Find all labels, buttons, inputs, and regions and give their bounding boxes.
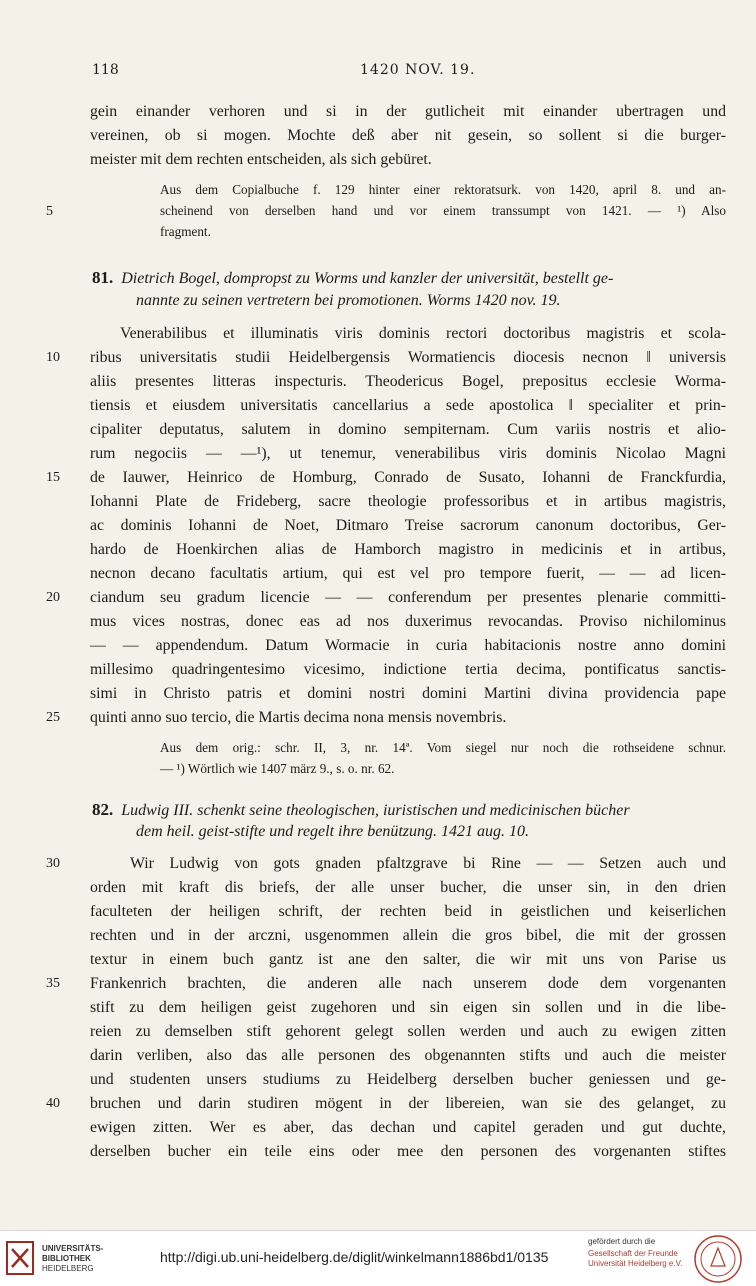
sponsor-credit: gefördert durch die Gesellschaft der Freunde Universität Heidelberg e.V. — [588, 1237, 683, 1268]
line-number: 30 — [46, 856, 60, 871]
permalink-url[interactable]: http://digi.ub.uni-heidelberg.de/diglit/winkelmann1886bd1/0135 — [160, 1249, 549, 1265]
body-line: Wir Ludwig von gots gnaden pfaltzgrave bi Rine — — Setzen auch und — [130, 855, 726, 872]
body-line: hardo de Hoenkirchen alias de Hamborch magistro in medicinis et in artibus, — [90, 541, 726, 558]
line-number: 15 — [46, 470, 60, 485]
body-line: meister mit dem rechten entscheiden, als sich gebüret. — [90, 151, 432, 168]
university-library-logo-icon — [6, 1241, 34, 1275]
body-line: rechten und in der arczni, usgenommen allein die gros bibel, die mit der grossen — [90, 927, 726, 944]
line-number: 5 — [46, 204, 53, 219]
document-heading-81 — [92, 268, 726, 288]
body-line: — — appendendum. Datum Wormacie in curia habitacionis nostre anno domini — [90, 637, 726, 654]
line-number: 10 — [46, 350, 60, 365]
document-title-line2: nannte zu seinen vertretern bei promotionen. Worms 1420 nov. 19. — [136, 292, 561, 309]
body-line: Venerabilibus et illuminatis viris dominis rectori doctoribus magistris et scola- — [120, 325, 726, 342]
body-line: und studenten unsers studiums zu Heidelberg derselben bucher geniessen und ge- — [90, 1071, 726, 1088]
page-number: 118 — [92, 62, 119, 78]
library-name: UNIVERSITÄTS- BIBLIOTHEK HEIDELBERG — [42, 1244, 104, 1273]
line-number: 35 — [46, 976, 60, 991]
digitization-footer — [0, 1230, 756, 1286]
body-line: de Iauwer, Heinrico de Homburg, Conrado de Susato, Iohanni de Franckfurdia, — [90, 469, 726, 486]
body-line: textur in einem buch gantz ist ane den salter, die wir mit uns von Parise us — [90, 951, 726, 968]
line-number: 40 — [46, 1096, 60, 1111]
line-number: 25 — [46, 710, 60, 725]
body-line: reien zu demselben stift gehorent gelegt sollen werden und auch zu ewigen zitten — [90, 1023, 726, 1040]
document-title-line2: dem heil. geist-stifte und regelt ihre benützung. 1421 aug. 10. — [136, 823, 529, 840]
body-line: vereinen, ob si mogen. Mochte deß aber nit gesein, so sollent si die burger- — [90, 127, 726, 144]
body-line: stift zu dem heiligen geist zugehoren und sin eigen sin sollen und in die libe- — [90, 999, 726, 1016]
body-line: derselben bucher ein teile eins oder mee den personen des vorgenanten stiftes — [90, 1143, 726, 1160]
body-line: tiensis et eiusdem universitatis cancellarius a sede apostolica ‖ specialiter et prin- — [90, 397, 726, 414]
document-number: 82. — [92, 800, 114, 819]
body-line: ac dominis Iohanni de Noet, Ditmaro Treise sacrorum canonum doctoribus, Ger- — [90, 517, 726, 534]
source-note-line: Aus dem Copialbuche f. 129 hinter einer rektoratsurk. von 1420, april 8. und an- — [160, 182, 726, 197]
line-number: 20 — [46, 590, 60, 605]
body-line: orden mit kraft dis briefs, der alle unser bucher, die unser sin, in den drien — [90, 879, 726, 896]
source-note-line: fragment. — [160, 224, 211, 239]
body-line: gein einander verhoren und si in der gutlicheit mit einander ubertragen und — [90, 103, 726, 120]
source-note-line: — ¹) Wörtlich wie 1407 märz 9., s. o. nr. 62. — [160, 761, 395, 776]
body-line: Frankenrich brachten, die anderen alle nach unserem dode dem vorgenanten — [90, 975, 726, 992]
body-line: faculteten der heiligen schrift, der rechten beid in geistlichen und keiserlichen — [90, 903, 726, 920]
body-line: bruchen und darin studiren mögent in der libereien, wan sie des gelanget, zu — [90, 1095, 726, 1112]
body-line: cipaliter deputatus, salutem in domino sempiternam. Cum variis nostris et alio- — [90, 421, 726, 438]
body-line: rum negociis — —¹), ut tenemur, venerabilibus viris dominis Nicolao Magni — [90, 445, 726, 462]
body-line: mus vices nostras, donec eas ad nos duxerimus revocandas. Proviso nichilominus — [90, 613, 726, 630]
body-line: simi in Christo patris et domini nostri domini Martini divina providencia pape — [90, 685, 726, 702]
document-title: Dietrich Bogel, dompropst zu Worms und kanzler der universität, bestellt ge- — [121, 270, 614, 287]
source-note-line: scheinend von derselben hand und vor einem transsumpt von 1421. — ¹) Also — [160, 203, 726, 218]
body-line: Iohanni Plate de Frideberg, sacre theologie professoribus et in artibus magistris, — [90, 493, 726, 510]
body-line: millesimo quadringentesimo vicesimo, indictione tertia decima, pontificatus sanctis- — [90, 661, 726, 678]
body-line: quinti anno suo tercio, die Martis decima nona mensis novembris. — [90, 709, 507, 726]
source-note-line: Aus dem orig.: schr. II, 3, nr. 14ª. Vom siegel nur noch die rothseidene schnur. — [160, 740, 726, 755]
document-title: Ludwig III. schenkt seine theologischen, iuristischen und medicinischen bücher — [121, 802, 630, 819]
university-seal-icon — [693, 1234, 743, 1284]
header-date: 1420 NOV. 19. — [360, 62, 476, 78]
running-header — [92, 62, 726, 82]
body-line: ribus universitatis studii Heidelbergensis Wormatiencis diocesis necnon ‖ universis — [90, 349, 726, 366]
body-line: aliis presentes litteras inspecturis. Theodericus Bogel, prepositus ecclesie Worma- — [90, 373, 726, 390]
document-number: 81. — [92, 268, 114, 287]
body-line: ewigen zitten. Wer es aber, das dechan und capitel geraden und gut duchte, — [90, 1119, 726, 1136]
body-line: necnon decano facultatis artium, qui est vel pro tempore fuerit, — — ad licen- — [90, 565, 726, 582]
document-heading-82 — [92, 800, 726, 820]
body-line: darin verliben, also das alle personen des obgenannten stifts und auch die meister — [90, 1047, 726, 1064]
body-line: ciandum seu gradum licencie — — conferendum per presentes plenarie committi- — [90, 589, 726, 606]
